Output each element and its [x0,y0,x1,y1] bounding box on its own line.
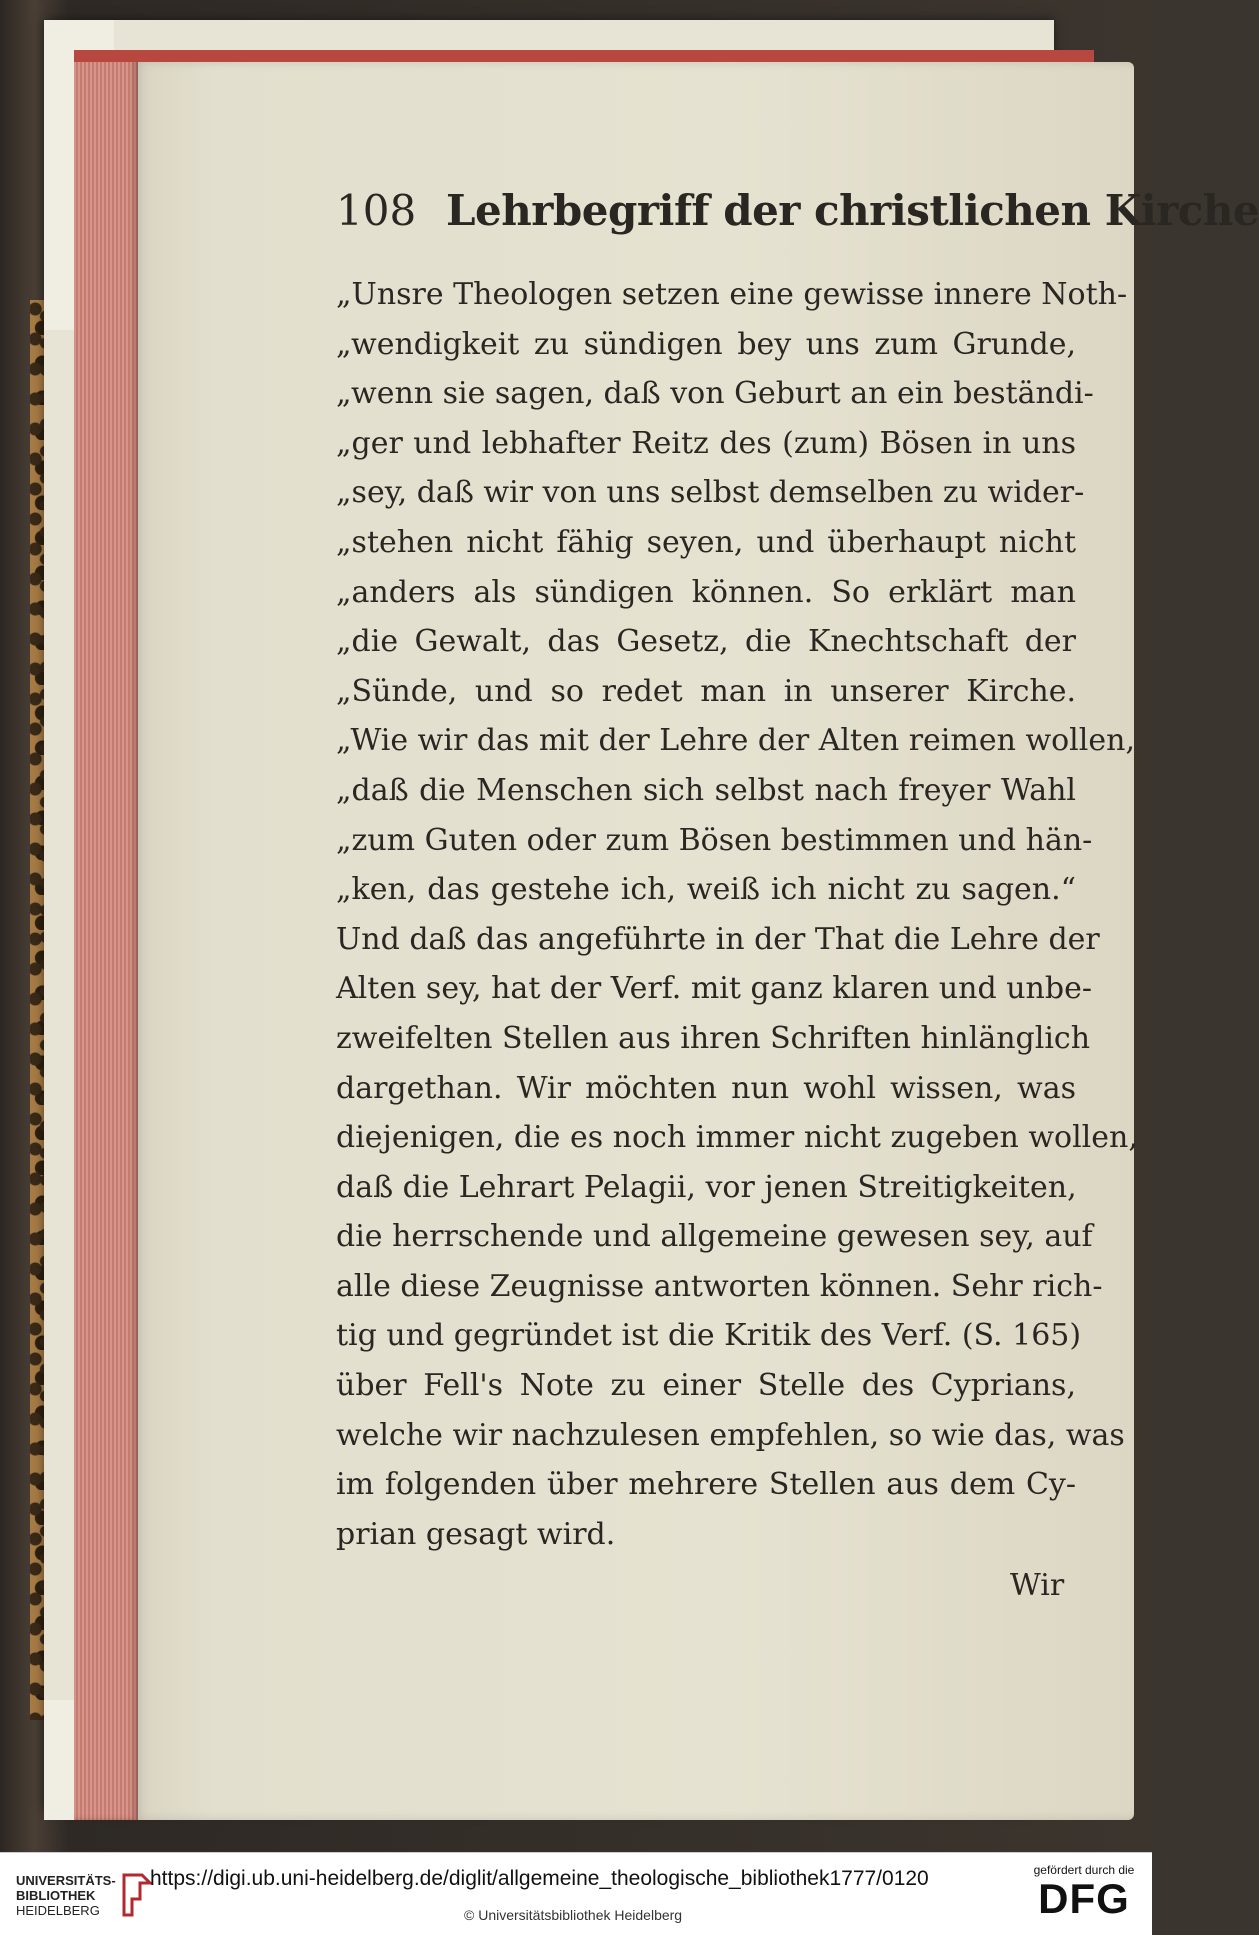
text-line: über Fell's Note zu einer Stelle des Cyprians, [336,1368,1076,1404]
text-line: „anders als sündigen können. So erklärt man [336,574,1076,610]
library-logo[interactable] [16,1873,116,1918]
text-line: „zum Guten oder zum Bösen bestimmen und hän- [336,822,1093,858]
dfg-wordmark: DFG [1038,1875,1130,1922]
catchword: Wir [1010,1568,1065,1603]
text-line: „die Gewalt, das Gesetz, die Knechtschaft der [336,624,1076,660]
text-line: „stehen nicht fähig seyen, und überhaupt nicht [336,524,1076,560]
text-line: tig und gegründet ist die Kritik des Verf. (S. 165) [336,1318,1082,1354]
logo-line: BIBLIOTHEK [16,1888,96,1903]
page-edges [74,50,138,1820]
text-line: „daß die Menschen sich selbst nach freyer Wahl [336,772,1076,808]
text-line: die herrschende und allgemeine gewesen sey, auf [336,1219,1093,1255]
text-line: „wendigkeit zu sündigen bey uns zum Grunde, [336,326,1076,362]
text-line: daß die Lehrart Pelagii, vor jenen Streitigkeiten, [336,1169,1077,1205]
copyright-notice: © Universitätsbibliothek Heidelberg [464,1907,683,1923]
text-line: dargethan. Wir möchten nun wohl wissen, was [336,1070,1076,1106]
body-text [336,270,1138,1559]
text-line: prian gesagt wird. [336,1516,616,1552]
text-line: „sey, daß wir von uns selbst demselben zu wider- [336,475,1085,511]
text-line: zweifelten Stellen aus ihren Schriften hinlänglich [336,1020,1091,1056]
viewer-footer [0,1852,1152,1935]
running-header [336,186,1259,235]
text-line: diejenigen, die es noch immer nicht zugeben wollen, [336,1120,1138,1156]
text-line: „Sünde, und so redet man in unserer Kirche. [336,673,1076,709]
text-line: „ken, das gestehe ich, weiß ich nicht zu sagen.“ [336,872,1076,908]
running-title: Lehrbegriff der christlichen Kirche [446,186,1259,235]
library-emblem-icon [120,1869,154,1917]
text-line: „Unsre Theologen setzen eine gewisse innere Noth- [336,277,1128,312]
red-top-edge [74,50,1094,62]
permalink-url[interactable]: https://digi.ub.uni-heidelberg.de/diglit/allgemeine_theologische_bibliothek1777/0120 [150,1867,929,1890]
text-line: „wenn sie sagen, daß von Geburt an ein beständi- [336,376,1094,412]
logo-line: UNIVERSITÄTS- [16,1873,116,1888]
text-line: Und daß das angeführte in der That die Lehre der [336,921,1100,957]
dfg-logo[interactable] [1024,1863,1144,1921]
text-line: im folgenden über mehrere Stellen aus dem Cy- [336,1467,1076,1503]
text-line: alle diese Zeugnisse antworten können. Sehr rich- [336,1268,1103,1304]
text-line: „Wie wir das mit der Lehre der Alten reimen wollen, [336,723,1135,759]
logo-line: HEIDELBERG [16,1903,100,1918]
dfg-caption: gefördert durch die [1033,1863,1135,1877]
text-line: „ger und lebhafter Reitz des (zum) Bösen in uns [336,425,1076,461]
page-number: 108 [336,186,417,235]
text-line: welche wir nachzulesen empfehlen, so wie das, was [336,1417,1125,1453]
text-line: Alten sey, hat der Verf. mit ganz klaren und unbe- [336,971,1092,1007]
